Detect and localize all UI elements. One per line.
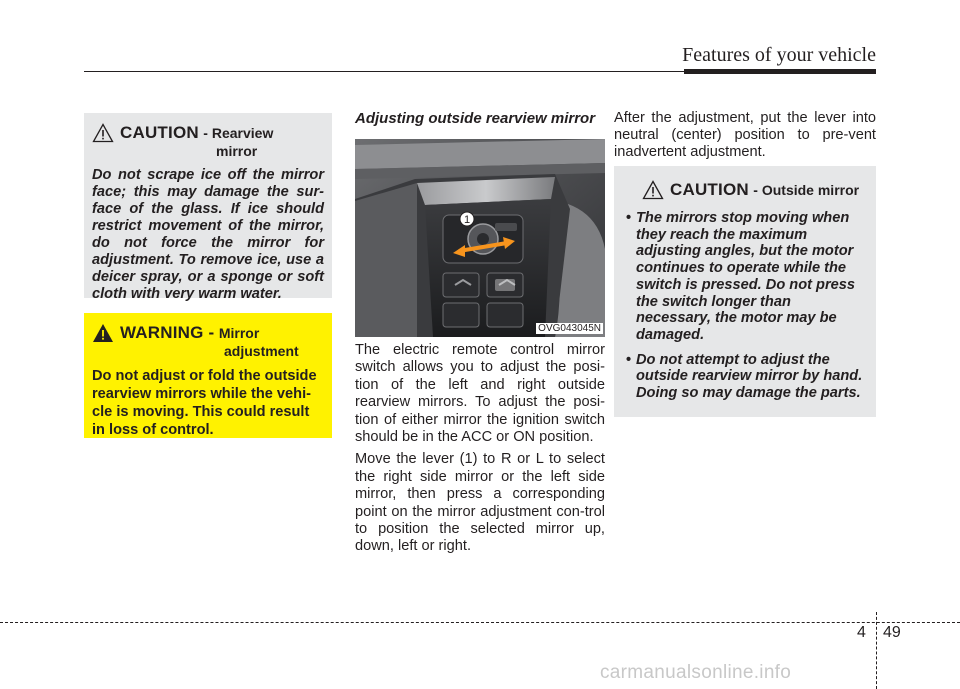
section-paragraph-1: The electric remote control mirror switch allows you to adjust the posi-tion of the left and right outside rearview mirrors. To adjust the posi-tion of either mirror the ignition switch should be in the ACC or ON position.: [355, 342, 605, 446]
warning-triangle-icon: [92, 323, 114, 343]
footer-rule: [0, 622, 960, 623]
warning-heading: [92, 323, 324, 359]
caution-outside-list: [622, 210, 868, 402]
watermark: carmanualsonline.info: [600, 662, 792, 683]
door-switch-panel-illustration: [355, 139, 605, 337]
caution-triangle-icon: [92, 123, 114, 143]
warning-mirror-box: [84, 313, 332, 438]
warning-subtitle: Mirror: [218, 325, 260, 341]
figure-code: OVG043045N: [538, 323, 601, 334]
warning-mirror-text: Do not adjust or fold the outside rearview mirrors while the vehi-cle is moving. This could result in loss of control.: [92, 368, 317, 438]
caution-rearview-heading: [92, 123, 324, 159]
footer-divider: [876, 612, 877, 689]
caution-outside-heading: [622, 180, 868, 200]
caution-subtitle: - Rearview: [203, 125, 274, 141]
section-paragraph-2: Move the lever (1) to R or L to select the right side mirror or the left side mirror, then press a corresponding point on the mirror adjustment con-trol to position the selected mirror up, down, left or right.: [355, 451, 605, 555]
caution-outside-item: • The mirrors stop moving when they reach the maximum adjusting angles, but the motor continues to operate while the switch is pressed. Do not press the switch longer than necessary, the motor may be damaged.: [622, 210, 868, 344]
caution-label: CAUTION: [120, 123, 199, 142]
mirror-switch-figure: [355, 139, 605, 337]
caution-outside-box: [614, 166, 876, 417]
warning-label: WARNING -: [120, 323, 215, 342]
caution-triangle-icon: [642, 180, 664, 200]
caution-rearview-text: Do not scrape ice off the mirror face; this may damage the sur-face of the glass. If ice should restrict movement of the mirror, do not force the mirror for adjustment. To remove ice, use a deicer spray, or a sponge or soft cloth with very warm water.: [92, 167, 324, 302]
warning-subtitle-line2: adjustment: [224, 343, 299, 359]
header-rule: [84, 71, 684, 72]
section-body: [355, 342, 605, 561]
page-number: 49: [883, 624, 901, 641]
page-header-title: Features of your vehicle: [682, 44, 876, 66]
header-rule-thick: [684, 69, 876, 74]
caution-subtitle-line2: mirror: [216, 143, 258, 159]
caution-outside-item: • Do not attempt to adjust the outside rearview mirror by hand. Doing so may damage the parts.: [622, 352, 868, 402]
after-adjustment-text: After the adjustment, put the lever into neutral (center) position to pre-vent inadvertent adjustment.: [614, 110, 876, 160]
figure-callout-1: 1: [463, 214, 471, 226]
caution-outside-subtitle: - Outside mirror: [753, 182, 860, 198]
caution-outside-label: CAUTION: [670, 180, 749, 199]
caution-rearview-box: [84, 113, 332, 302]
section-title: Adjusting outside rearview mirror: [355, 110, 596, 127]
chapter-number: 4: [857, 624, 866, 641]
